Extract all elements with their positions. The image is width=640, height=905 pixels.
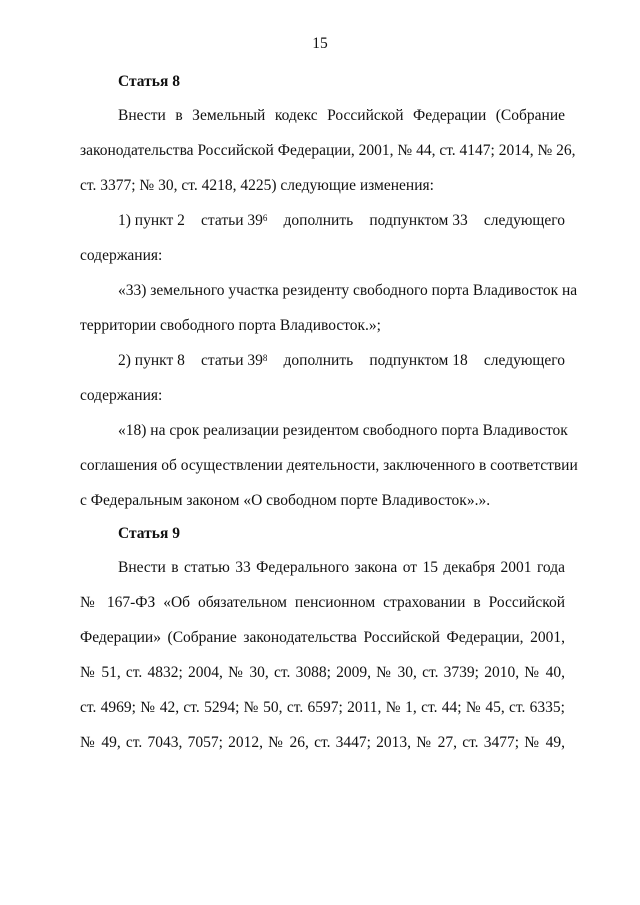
article-9-line-2: № 167-ФЗ «Об обязательном пенсионном страховании в Российской [80,594,565,611]
item-2-continuation: содержания: [80,387,163,404]
article-9-line-5: ст. 4969; № 42, ст. 5294; № 50, ст. 6597; 2011, № 1, ст. 44; № 45, ст. 6335; [80,699,565,716]
article-9-line-3: Федерации» (Собрание законодательства Российской Федерации, 2001, [80,629,565,646]
item-1-article: статьи $39^6$ [201,212,268,229]
item-2-word-3: следующего [483,352,565,369]
article-9-line-6: № 49, ст. 7043, 7057; 2012, № 26, ст. 3447; 2013, № 27, ст. 3477; № 49, [80,734,565,751]
article-8-intro-line-2: законодательства Российской Федерации, 2001, № 44, ст. 4147; 2014, № 26, [80,142,576,159]
item-1-number: 1) пункт 2 [118,212,185,229]
article-8-intro-line-1: Внести в Земельный кодекс Российской Федерации (Собрание [118,107,565,124]
quote-2-line-1: «18) на срок реализации резидентом свободного порта Владивосток [118,422,568,439]
item-1-word-1: дополнить [283,212,354,229]
item-1-continuation: содержания: [80,247,163,264]
item-2-word-2: подпунктом 18 [369,352,468,369]
article-8-heading: Статья 8 [118,73,180,90]
quote-2-line-3: с Федеральным законом «О свободном порте Владивосток».». [80,492,491,509]
item-1-word-2: подпунктом 33 [369,212,468,229]
quote-1-line-2: территории свободного порта Владивосток.»; [80,317,381,334]
item-1-line [118,211,565,231]
item-2-number: 2) пункт 8 [118,352,185,369]
quote-2-line-2: соглашения об осуществлении деятельности, заключенного в соответствии [80,457,578,474]
article-9-line-4: № 51, ст. 4832; 2004, № 30, ст. 3088; 2009, № 30, ст. 3739; 2010, № 40, [80,664,565,681]
article-8-intro-line-3: ст. 3377; № 30, ст. 4218, 4225) следующие изменения: [80,177,434,194]
item-2-line [118,351,565,371]
item-1-superscript: 6 [262,213,268,223]
item-2-word-1: дополнить [283,352,354,369]
item-1-word-3: следующего [483,212,565,229]
quote-1-line-1: «33) земельного участка резиденту свободного порта Владивосток на [118,282,578,299]
item-2-superscript: 8 [262,353,268,363]
page-number: 15 [312,35,328,52]
article-9-line-1: Внести в статью 33 Федерального закона от 15 декабря 2001 года [118,559,565,576]
article-9-heading: Статья 9 [118,525,180,542]
item-2-article: статьи $39^8$ [201,352,268,369]
